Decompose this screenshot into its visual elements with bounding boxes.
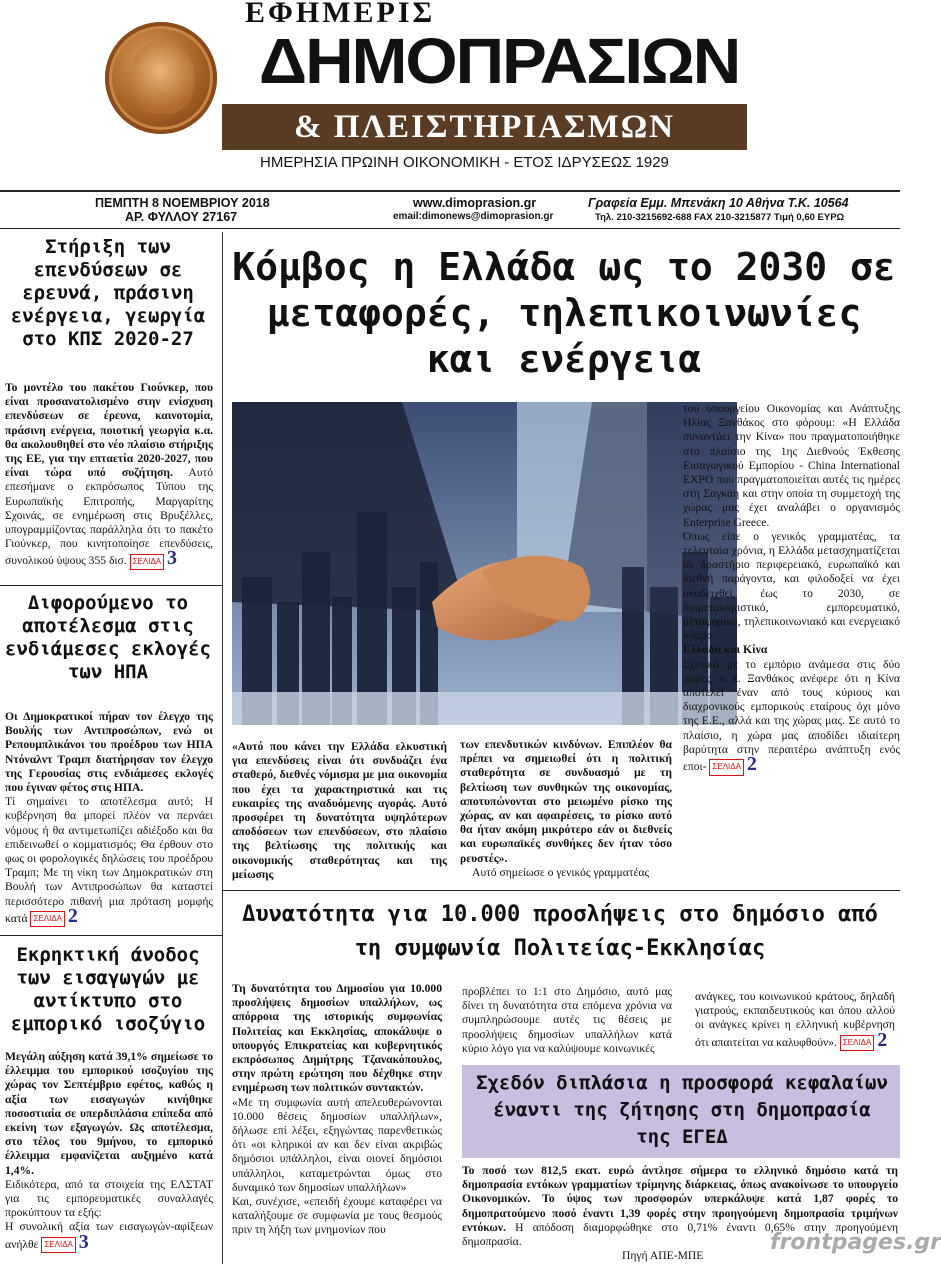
main-col3	[683, 402, 900, 776]
left-article2-lead: Οι Δημοκρατικοί πήραν τον έλεγχο της Βουλής των Αντιπροσώπων, ενώ οι Ρεπουμπλικάνοι του προέδρου των ΗΠΑ Ντόναλντ Τραμπ διατήρησαν τον έλεγχο της Γερουσίας στις ενδιάμεσες εκλογές που έγιναν φέτος στις ΗΠΑ.	[5, 710, 213, 795]
page-ref-number[interactable]: 3	[167, 547, 178, 570]
page-ref-badge: ΣΕΛΙΔΑ	[41, 1237, 76, 1253]
left-article3-headline[interactable]: Εκρηκτική άνοδος των εισαγωγών με αντίκτυπο στο εμπορικό ισοζύγιο	[10, 944, 206, 1035]
divider	[0, 585, 222, 586]
page-ref-badge: ΣΕΛΙΔΑ	[709, 759, 744, 775]
divider	[0, 228, 900, 229]
second-col2	[462, 985, 672, 1056]
left-article1-lead: Το μοντέλο του πακέτου Γιούνκερ, που είναι προσανατολισμένο στην ενίσχυση επενδύσεων σε έρευνα, καινοτομία, πράσινη ενέργεια, ποιοτική γεωργία κ.α. θα ακολουθηθεί στο νέο πλαίσιο στήριξης της ΕΕ, για την επταετία 2020-2027, που είναι τώρα υπό συζήτηση.	[5, 381, 213, 480]
page-ref-badge: ΣΕΛΙΔΑ	[840, 1035, 875, 1051]
website-link[interactable]: www.dimoprasion.gr	[413, 196, 537, 210]
main-headline[interactable]: Κόμβος η Ελλάδα ως το 2030 σε μεταφορές, τηλεπικοινωνίες και ενέργεια	[232, 245, 896, 381]
left-article1-body: Αυτό επεσήμανε ο εκπρόσωπος Τύπου της Ευρωπαϊκής Επιτροπής, Μαργαρίτης Σχοινάς, σε ενημέρωση στις Βρυξέλλες, υπογραμμίζοντας παράλληλα ότι το πακέτο Γιούνκερ, που κινητοποίησε επενδύσεις, συνολικού ύψους 355 δισ.	[5, 466, 213, 568]
city-handshake-illustration	[232, 402, 737, 725]
left-article2-headline[interactable]: Διφορούμενο το αποτέλεσμα στις ενδιάμεσες εκλογές των ΗΠΑ	[5, 592, 211, 683]
box-source: Πηγή ΑΠΕ-ΜΠΕ	[622, 1249, 704, 1263]
main-col3-subhead: Ελλάδα και Κίνα	[683, 643, 768, 657]
second-headline[interactable]: Δυνατότητα για 10.000 προσλήψεις στο δημόσιο από τη συμφωνία Πολιτείας-Εκκλησίας	[242, 902, 878, 961]
divider	[0, 190, 900, 192]
issue-number: ΑΡ. ΦΥΛΛΟΥ 27167	[125, 210, 238, 224]
main-col3c-text: Σχετικά με το εμπόριο ανάμεσα στις δύο χώρες, ο κ. Ξανθάκος ανέφερε ότι η Κίνα αποτελεί έναν από τους κύριους και διαχρονικούς εμπορικούς εταίρους όχι μόνο της Ε.Ε., αλλά και της χώρας μας. Σε αυτό το πλαίσιο, η χώρα μας αποδίδει ιδιαίτερη βαρύτητα στην περαιτέρω ανάπτυξη ενός εποι-	[683, 657, 900, 774]
second-col1-text: «Με τη συμφωνία αυτή απελευθερώνονται 10.000 θέσεις δημοσίων υπαλλήλων», δήλωσε επί λέξει, εξηγώντας παρενθετικώς ότι «οι κληρικοί αν και δεν είναι ακριβώς δημόσιοι υπάλληλοι, είναι οιονεί δημόσιοι υπάλληλοι, καταμετρώνται όμως στο δυναμικό των δημοσίων υπαλλήλων»	[232, 1095, 442, 1194]
logo-coin	[105, 22, 217, 134]
office-address: Γραφεία Εμμ. Μπενάκη 10 Αθήνα Τ.Κ. 10564	[588, 196, 849, 210]
page-ref-badge: ΣΕΛΙΔΑ	[30, 911, 65, 927]
main-col1	[232, 740, 447, 882]
divider	[222, 890, 900, 891]
masthead-ephimeris: ΕΦΗΜΕΡΙΣ	[245, 0, 436, 29]
left-article3-body2: Η συνολική αξία των εισαγωγών-αφίξεων ανήλθε	[5, 1220, 213, 1251]
left-article2-text	[5, 710, 213, 927]
second-col1b-text: Και, συνέχισε, «επειδή έχουμε καταφέρει να καταλήξουμε σε συμφωνία με τους θεσμούς πριν τη λήξη των μνημονίων που	[232, 1195, 442, 1237]
issue-date: ΠΕΜΠΤΗ 8 ΝΟΕΜΒΡΙΟΥ 2018	[95, 196, 270, 210]
page-ref-number[interactable]: 3	[78, 1230, 89, 1253]
divider	[0, 935, 222, 936]
page-ref-number[interactable]: 2	[746, 753, 757, 776]
handshake-photo	[232, 402, 737, 725]
main-col3b-text: Όπως είπε ο γενικός γραμματέας, τα τελευταία χρόνια, η Ελλάδα μετασχηματίζεται σε δραστήριο περιφερειακό, ευρωπαϊκό και διεθνή παράγοντα, και φιλοδοξεί να έχει αναδειχθεί, έως το 2030, σε διαμετακομιστικό, εμπορευματικό, μεταφορικό, τηλεπικοινωνιακό και ενεργειακό κόμβο.	[683, 529, 900, 643]
left-article3-lead: Μεγάλη αύξηση κατά 39,1% σημείωσε το έλλειμμα του εμπορικού ισοζυγίου της χώρας τον Σεπτέμβριο εφέτος, καθώς η αξία των εισαγωγών κινήθηκε ποσοστιαία σε υπερδιπλάσια επίπεδα από εκείνη των εξαγωγών. Ως αποτέλεσμα, στο τέλος του 9μήνου, το εμπορικό έλλειμμα εμφανίζεται αυξημένο κατά 1,4%.	[5, 1050, 213, 1177]
page-ref-number[interactable]: 2	[877, 1028, 888, 1051]
left-article1-headline[interactable]: Στήριξη των επενδύσεων σε ερευνά, πράσινη ενέργεια, γεωργία στο ΚΠΣ 2020-27	[10, 236, 206, 350]
second-col3	[695, 990, 895, 1051]
page-ref-badge: ΣΕΛΙΔΑ	[130, 554, 165, 570]
main-col1-text: «Αυτό που κάνει την Ελλάδα ελκυστική για επενδύσεις είναι ότι συνδυάζει ένα σταθερό, διεθνές νόμισμα με μια οικονομία που έχει τα χαρακτηριστικά και τις ευκαιρίες της αναδυόμενης αγοράς. Αυτό προσφέρει τη δυνατότητα υψηλότερων αποδόσεων των επενδύσεων, στο πλαίσιο της βελτίωσης της πολιτικής και οικονομικής σταθερότητας και της μείωσης	[232, 740, 447, 881]
main-col2-text: των επενδυτικών κινδύνων. Επιπλέον θα πρέπει να σημειωθεί ότι η πολιτική σταθερότητα σε συνδυασμό με τη βελτίωση των συνθηκών της οικονομίας, αποτυπώνονται στο μειωμένο ρίσκο της χώρας, αν και αφαιρέσεις, το ρίσκο αυτό θα ήταν ακόμη μικρότερο εάν οι διεθνείς και ευρωπαϊκές συνθήκες δεν ήταν τόσο ρευστές».	[460, 738, 672, 865]
second-col3-text: ανάγκες, του κοινωνικού κράτους, δηλαδή γιατρούς, εκπαιδευτικούς και όπου αλλού οι ανάγκες κρίνει η ελληνική κυβέρνηση ότι απαιτείται να καλυφθούν».	[695, 990, 895, 1049]
watermark: frontpages.gr	[770, 1230, 941, 1255]
phone-fax-price: Τηλ. 210-3215692-688 FAX 210-3215877 Τιμή 0,60 ΕΥΡΩ	[595, 212, 845, 223]
left-article3-body: Ειδικότερα, από τα στοιχεία της ΕΛΣΤΑΤ για τις εμπορευματικές συναλλαγές προκύπτουν τα εξής:	[5, 1177, 213, 1220]
email-link[interactable]: email:dimonews@dimoprasion.gr	[393, 211, 554, 222]
masthead-subtitle: & ΠΛΕΙΣΤΗΡΙΑΣΜΩΝ	[222, 104, 747, 150]
box-lead: Το ποσό των 812,5 εκατ. ευρώ άντλησε σήμερα το ελληνικό δημόσιο κατά τη δημοπρασία εντόκων γραμματίων τρίμηνης διάρκειας, όπως ανακοίνωσε το υπουργείο Οικονομικών. Το ύψος των προσφορών υπερκάλυψε κατά 1,87 φορές το δημοπρατούμενο ποσό έναντι 1,39 φορές στην προηγούμενη δημοπρασία τριμήνων εντόκων.	[462, 1164, 898, 1234]
page-ref-number[interactable]: 2	[67, 904, 78, 927]
left-article1-text	[5, 381, 213, 570]
box-headline[interactable]: Σχεδόν διπλάσια η προσφορά κεφαλαίων έναντι της ζήτησης στη δημοπρασία της ΕΓΕΔ	[476, 1072, 888, 1148]
column-divider	[222, 232, 223, 1264]
masthead-title: ΔΗΜΟΠΡΑΣΙΩΝ	[258, 25, 740, 97]
second-col2-text: προβλέπει το 1:1 στο Δημόσιο, αυτό μας δίνει τη δυνατότητα στα επόμενα χρόνια να συμπληρώσουμε αυτές τις θέσεις με προσλήψεις δημοσίων υπαλλήλων κατά κύριο λόγο για να καλύψουμε κοινωνικές	[462, 985, 672, 1055]
left-article2-body: Τί σημαίνει το αποτέλεσμα αυτό; Η κυβέρνηση θα μπορεί πλέον να περνάει νόμους ή θα αντιμετωπίζει αδιέξοδο και θα επιδεινωθεί ο κομματισμός; Θα έρθουν στο φως οι φορολογικές δηλώσεις του προέδρου Τραμπ; Με τη νίκη των Δημοκρατικών στη Βουλή των Αντιπροσώπων θα καταστεί περισσότερο πιθανή μια πρόταση μομφής κατά	[5, 795, 213, 925]
main-col3-text: του υπουργείου Οικονομίας και Ανάπτυξης Ηλίας Ξανθάκος στο φόρουμ: «Η Ελλάδα συναντάει την Κίνα» που πραγματοποιήθηκε στο πλαίσιο της 1ης Διεθνούς Έκθεσης Εισαγωγικού Εμπορίου - China International EXPO που πραγματοποιείται αυτές τις ημέρες στη Σαγκάη και στην οποία τη συμμετοχή της χώρας μας έχει αναλάβει ο οργανισμός Enterprise Greece.	[683, 402, 900, 529]
main-col2	[460, 738, 672, 880]
box-body: Η απόδοση διαμορφώθηκε στο 0,71% έναντι 0,65% στην προηγούμενη δημοπρασία.	[462, 1220, 899, 1249]
second-col1-lead: Τη δυνατότητα του Δημοσίου για 10.000 προσλήψεις δημοσίων υπαλλήλων, ως απόρροια της ιστορικής συμφωνίας Πολιτείας και Εκκλησίας, αποκάλυψε ο υπουργός Επικρατείας και κυβερνητικός εκπρόσωπος Δημήτρης Τζανακόπουλος, στην πρώτη ερώτηση που δέχθηκε στην ενημέρωση των πολιτικών συντακτών.	[232, 982, 442, 1095]
main-col2b-text: Αυτό σημείωσε ο γενικός γραμματέας	[472, 865, 650, 879]
left-article3-text	[5, 1050, 213, 1253]
masthead-tagline: ΗΜΕΡΗΣΙΑ ΠΡΩΙΝΗ ΟΙΚΟΝΟΜΙΚΗ - ΕΤΟΣ ΙΔΡΥΣΕΩΣ 1929	[260, 154, 669, 171]
second-col1	[232, 982, 442, 1238]
